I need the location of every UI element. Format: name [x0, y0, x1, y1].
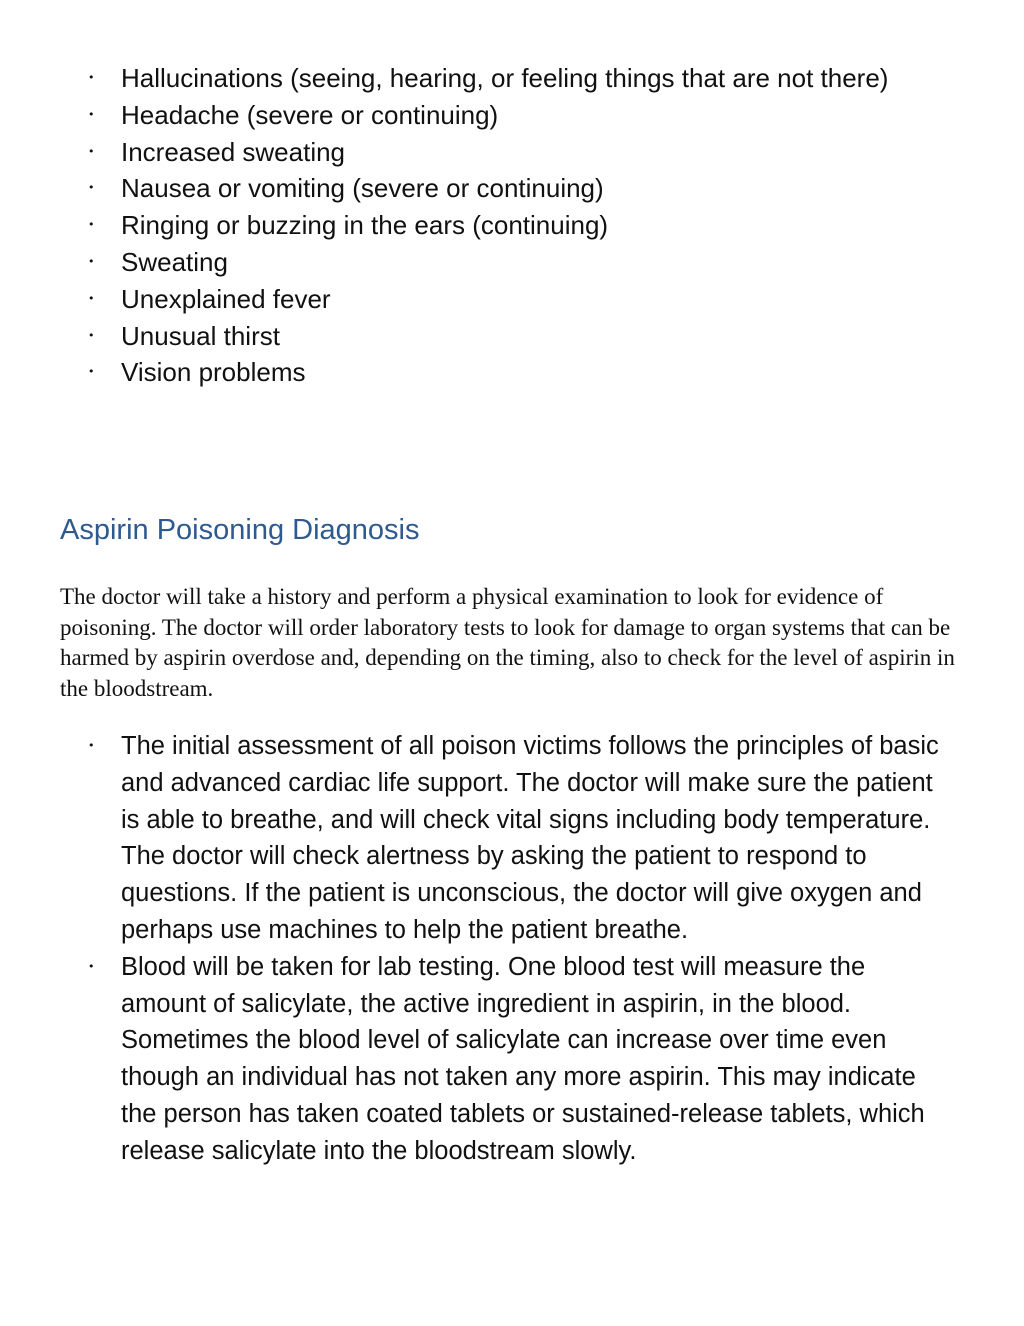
bullet-icon: •: [88, 144, 95, 158]
list-item: [0, 728, 1024, 949]
bullet-icon: •: [88, 181, 95, 195]
symptom-text: Increased sweating: [121, 136, 346, 167]
list-item: [0, 134, 1024, 171]
bullet-icon: •: [88, 365, 95, 379]
symptom-text: Nausea or vomiting (severe or continuing): [121, 173, 604, 204]
diagnosis-text: Blood will be taken for lab testing. One blood test will measure the amount of salicylate, the active ingredient in aspirin, in the blood. Sometimes the blood level of salicylate can increase over time even though an individual has not taken any more aspirin. This may indicate the person has taken coated tablets or sustained-release tablets, which release salicylate into the bloodstream slowly.: [121, 952, 925, 1165]
list-item: [0, 97, 1024, 134]
bullet-icon: •: [88, 291, 95, 305]
list-item: [0, 170, 1024, 207]
bullet-icon: •: [88, 254, 95, 268]
bullet-icon: •: [88, 218, 95, 232]
diagnosis-list: [0, 728, 1024, 1170]
list-item: [0, 244, 1024, 281]
list-item: [0, 354, 1024, 391]
list-item: [0, 318, 1024, 355]
bullet-icon: •: [88, 107, 95, 121]
symptom-text: Ringing or buzzing in the ears (continuing): [121, 210, 609, 241]
bullet-icon: •: [88, 959, 95, 973]
bullet-icon: •: [88, 71, 95, 84]
list-item: [0, 949, 1024, 1170]
diagnosis-text: The initial assessment of all poison victims follows the principles of basic and advanced cardiac life support. The doctor will make sure the patient is able to breathe, and will check vital signs including body temperature. The doctor will check alertness by asking the patient to respond to questions. If the patient is unconscious, the doctor will give oxygen and perhaps use machines to help the patient breathe.: [121, 732, 939, 944]
list-item: [0, 281, 1024, 318]
section-heading: Aspirin Poisoning Diagnosis: [60, 514, 420, 546]
symptom-text: Unusual thirst: [121, 320, 280, 351]
symptom-list: [0, 60, 1024, 391]
list-item: [0, 207, 1024, 244]
symptom-text: Hallucinations (seeing, hearing, or feeling things that are not there): [121, 63, 889, 93]
symptom-text: Sweating: [121, 246, 228, 277]
symptom-text: Unexplained fever: [121, 283, 331, 314]
list-item: [0, 60, 1024, 97]
diagnosis-paragraph: The doctor will take a history and perform a physical examination to look for evidence of poisoning. The doctor will order laboratory tests to look for damage to organ systems that can be harmed by aspirin overdose and, depending on the timing, also to check for the level of aspirin in the bloodstream.: [60, 584, 955, 701]
bullet-icon: •: [88, 328, 95, 342]
bullet-icon: •: [88, 739, 95, 752]
symptom-text: Headache (severe or continuing): [121, 99, 499, 130]
symptom-text: Vision problems: [121, 357, 306, 388]
